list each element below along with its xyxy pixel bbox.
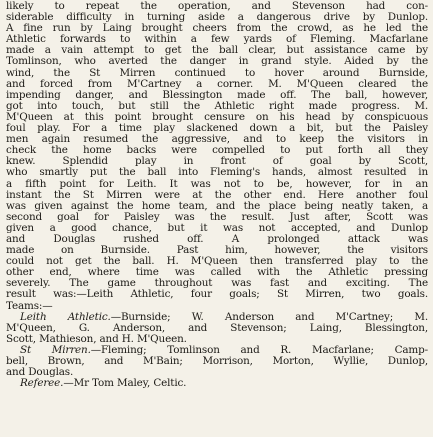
lineup-text: —Burnside; W. Anderson and M'Cartney; M.: [110, 310, 429, 323]
text-line: a fifth point for Leith. It was not to be, however, for in an: [6, 177, 428, 190]
lineup-line: bell, Brown, and M'Bain; Morrison, Morton, Wyllie, Dunlop,: [6, 355, 428, 367]
text-line: knew. Splendid play in front of goal by Scott,: [6, 155, 428, 168]
team-name: St Mirren.: [20, 343, 91, 356]
text-line: check the home backs were compelled to put forth all they: [6, 144, 428, 157]
match-report-body: [6, 1, 428, 301]
text-line: M'Queen at this point brought censure on his head by conspicuous: [6, 110, 428, 123]
text-line: result was:—Leith Athletic, four goals; St Mirren, two goals.: [6, 288, 428, 301]
text-line: instant the St Mirren were at the other end. Here another foul: [6, 188, 428, 201]
text-line: foul play. For a time play slackened down a bit, but the Paisley: [6, 122, 428, 135]
text-line: made on Burnside. Past him, however, the visitors: [6, 244, 428, 257]
text-line: likely to repeat the operation, and Stevenson had con-: [6, 0, 428, 12]
teams-heading: Teams:—: [6, 299, 53, 312]
text-line: Athletic forwards to within a few yards of Fleming. Macfarlane: [6, 33, 428, 46]
text-line: men again resumed the aggressive, and to keep the visitors in: [6, 133, 428, 146]
text-line: second goal for Paisley was the result. Just after, Scott was: [6, 210, 428, 223]
text-line: A fine run by Laing brought cheers from the crowd, as he led the: [6, 22, 428, 35]
text-line: Tomlinson, who averted the danger in grand style. Aided by the: [6, 55, 428, 68]
lineup-line: M'Queen, G. Anderson, and Stevenson; Laing, Blessington,: [6, 321, 428, 334]
referee-line: [6, 378, 428, 389]
text-line: given a good chance, but it was not accepted, and Dunlop: [6, 221, 428, 234]
text-line: siderable difficulty in turning aside a dangerous drive by Dunlop.: [6, 11, 428, 24]
text-line: impending danger, and Blessington made off. The ball, however,: [6, 88, 428, 101]
text-line: was given against the home team, and the place being neatly taken, a: [6, 199, 428, 212]
referee-text: —Mr Tom Maley, Celtic.: [63, 377, 187, 390]
lineup-line: Scott, Mathieson, and H. M'Queen.: [6, 332, 187, 345]
text-line: and Douglas rushed off. A prolonged attack was: [6, 232, 428, 245]
lineup-line: and Douglas.: [6, 366, 74, 379]
text-line: other end, where time was called with the Athletic pressing: [6, 266, 428, 279]
text-line: severely. The game throughout was fast and exciting. The: [6, 277, 428, 290]
stmirren-lineup: [6, 345, 428, 378]
leith-lineup: [6, 312, 428, 345]
text-line: could not get the ball. H. M'Queen then transferred play to the: [6, 255, 428, 268]
text-line: wind, the St Mirren continued to hover around Burnside,: [6, 66, 428, 79]
lineup-text: —Fleming; Tomlinson and R. Macfarlane; Camp-: [90, 343, 428, 356]
referee-label: Referee.: [20, 377, 64, 390]
text-line: got into touch, but still the Athletic right made progress. M.: [6, 99, 428, 112]
text-line: who smartly put the ball into Fleming's hands, almost resulted in: [6, 166, 428, 179]
text-line: made a vain attempt to get the ball clear, but assistance came by: [6, 44, 428, 57]
team-name: Leith Athletic.: [20, 310, 111, 323]
text-line: and forced from M'Cartney a corner. M. M'Queen cleared the: [6, 77, 428, 90]
